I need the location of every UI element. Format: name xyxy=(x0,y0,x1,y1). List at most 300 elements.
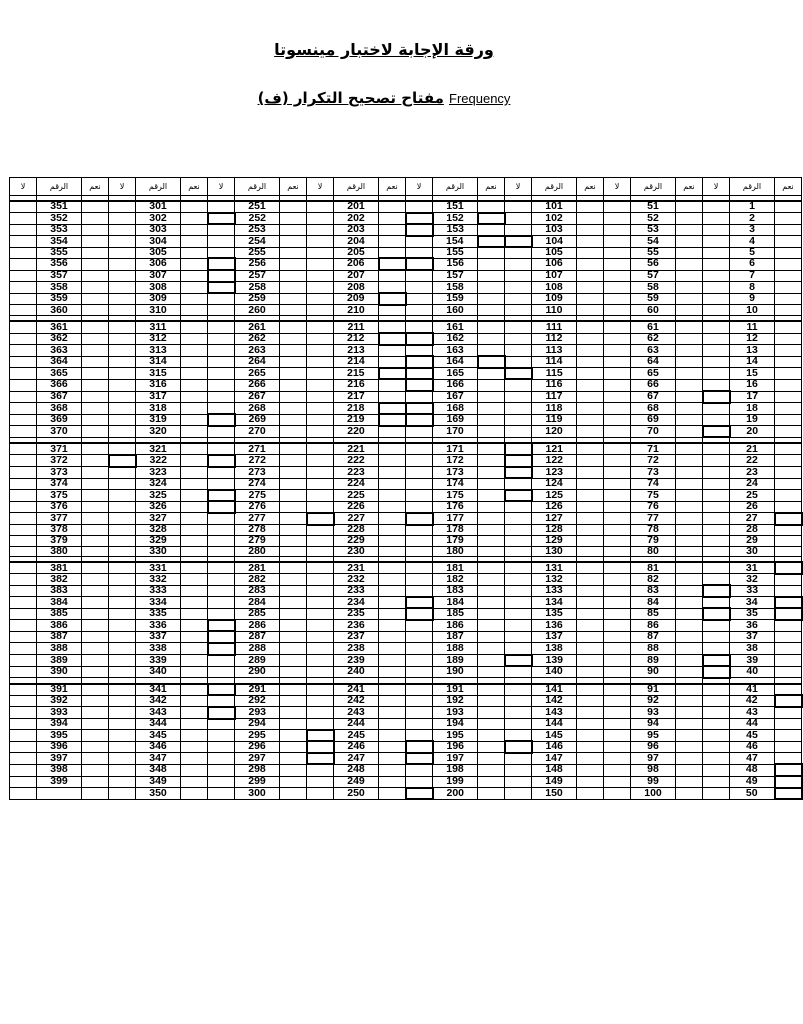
no-cell[interactable] xyxy=(109,536,136,547)
no-cell[interactable] xyxy=(703,282,730,294)
no-cell[interactable] xyxy=(307,546,334,557)
no-cell[interactable] xyxy=(208,574,235,585)
yes-cell[interactable] xyxy=(280,403,307,415)
yes-cell[interactable] xyxy=(676,368,703,380)
yes-cell[interactable] xyxy=(577,455,604,467)
yes-cell[interactable] xyxy=(181,501,208,513)
yes-cell[interactable] xyxy=(280,345,307,357)
yes-cell[interactable] xyxy=(676,562,703,574)
yes-cell[interactable] xyxy=(775,305,802,316)
no-cell[interactable] xyxy=(307,356,334,368)
yes-cell[interactable] xyxy=(82,684,109,696)
yes-cell[interactable] xyxy=(82,788,109,800)
no-cell[interactable] xyxy=(406,684,433,696)
yes-cell[interactable] xyxy=(82,764,109,776)
yes-cell[interactable] xyxy=(676,655,703,667)
no-cell[interactable] xyxy=(10,536,37,547)
yes-cell[interactable] xyxy=(280,620,307,632)
no-cell[interactable] xyxy=(208,525,235,536)
no-cell[interactable] xyxy=(406,403,433,415)
no-cell[interactable] xyxy=(307,379,334,391)
no-cell[interactable] xyxy=(406,597,433,609)
no-cell[interactable] xyxy=(208,655,235,667)
yes-cell[interactable] xyxy=(82,574,109,585)
no-cell[interactable] xyxy=(604,608,631,620)
no-cell[interactable] xyxy=(604,525,631,536)
yes-cell[interactable] xyxy=(181,403,208,415)
yes-cell[interactable] xyxy=(577,478,604,490)
no-cell[interactable] xyxy=(208,455,235,467)
no-cell[interactable] xyxy=(307,224,334,236)
no-cell[interactable] xyxy=(703,455,730,467)
no-cell[interactable] xyxy=(109,741,136,753)
no-cell[interactable] xyxy=(505,684,532,696)
yes-cell[interactable] xyxy=(379,574,406,585)
yes-cell[interactable] xyxy=(181,345,208,357)
yes-cell[interactable] xyxy=(478,391,505,403)
yes-cell[interactable] xyxy=(379,321,406,333)
no-cell[interactable] xyxy=(208,345,235,357)
yes-cell[interactable] xyxy=(676,546,703,557)
yes-cell[interactable] xyxy=(577,391,604,403)
no-cell[interactable] xyxy=(10,695,37,707)
yes-cell[interactable] xyxy=(280,201,307,213)
no-cell[interactable] xyxy=(10,478,37,490)
no-cell[interactable] xyxy=(505,247,532,258)
no-cell[interactable] xyxy=(208,467,235,479)
no-cell[interactable] xyxy=(208,597,235,609)
no-cell[interactable] xyxy=(10,776,37,788)
yes-cell[interactable] xyxy=(181,201,208,213)
no-cell[interactable] xyxy=(505,608,532,620)
no-cell[interactable] xyxy=(703,379,730,391)
yes-cell[interactable] xyxy=(478,236,505,248)
yes-cell[interactable] xyxy=(280,585,307,597)
yes-cell[interactable] xyxy=(478,403,505,415)
yes-cell[interactable] xyxy=(478,631,505,643)
yes-cell[interactable] xyxy=(379,293,406,305)
no-cell[interactable] xyxy=(406,608,433,620)
yes-cell[interactable] xyxy=(379,414,406,426)
yes-cell[interactable] xyxy=(676,379,703,391)
no-cell[interactable] xyxy=(703,753,730,765)
yes-cell[interactable] xyxy=(181,443,208,455)
yes-cell[interactable] xyxy=(379,730,406,742)
no-cell[interactable] xyxy=(406,536,433,547)
yes-cell[interactable] xyxy=(577,379,604,391)
yes-cell[interactable] xyxy=(181,379,208,391)
no-cell[interactable] xyxy=(10,333,37,345)
no-cell[interactable] xyxy=(307,620,334,632)
yes-cell[interactable] xyxy=(577,776,604,788)
yes-cell[interactable] xyxy=(82,379,109,391)
no-cell[interactable] xyxy=(505,707,532,719)
yes-cell[interactable] xyxy=(676,776,703,788)
yes-cell[interactable] xyxy=(775,730,802,742)
no-cell[interactable] xyxy=(604,513,631,525)
yes-cell[interactable] xyxy=(775,684,802,696)
no-cell[interactable] xyxy=(307,478,334,490)
no-cell[interactable] xyxy=(406,490,433,502)
yes-cell[interactable] xyxy=(379,513,406,525)
no-cell[interactable] xyxy=(307,333,334,345)
yes-cell[interactable] xyxy=(280,368,307,380)
no-cell[interactable] xyxy=(109,368,136,380)
yes-cell[interactable] xyxy=(775,293,802,305)
yes-cell[interactable] xyxy=(775,490,802,502)
no-cell[interactable] xyxy=(604,741,631,753)
yes-cell[interactable] xyxy=(82,776,109,788)
no-cell[interactable] xyxy=(307,501,334,513)
yes-cell[interactable] xyxy=(676,513,703,525)
no-cell[interactable] xyxy=(703,345,730,357)
yes-cell[interactable] xyxy=(676,443,703,455)
no-cell[interactable] xyxy=(109,321,136,333)
yes-cell[interactable] xyxy=(82,258,109,270)
no-cell[interactable] xyxy=(10,224,37,236)
yes-cell[interactable] xyxy=(478,597,505,609)
no-cell[interactable] xyxy=(307,776,334,788)
yes-cell[interactable] xyxy=(478,585,505,597)
no-cell[interactable] xyxy=(604,414,631,426)
yes-cell[interactable] xyxy=(775,282,802,294)
yes-cell[interactable] xyxy=(478,201,505,213)
no-cell[interactable] xyxy=(208,513,235,525)
no-cell[interactable] xyxy=(604,305,631,316)
no-cell[interactable] xyxy=(307,695,334,707)
yes-cell[interactable] xyxy=(577,753,604,765)
yes-cell[interactable] xyxy=(82,247,109,258)
no-cell[interactable] xyxy=(10,236,37,248)
yes-cell[interactable] xyxy=(82,536,109,547)
yes-cell[interactable] xyxy=(379,788,406,800)
yes-cell[interactable] xyxy=(775,201,802,213)
yes-cell[interactable] xyxy=(379,236,406,248)
no-cell[interactable] xyxy=(505,643,532,655)
yes-cell[interactable] xyxy=(676,695,703,707)
yes-cell[interactable] xyxy=(676,247,703,258)
yes-cell[interactable] xyxy=(379,695,406,707)
yes-cell[interactable] xyxy=(676,305,703,316)
no-cell[interactable] xyxy=(406,764,433,776)
no-cell[interactable] xyxy=(307,305,334,316)
no-cell[interactable] xyxy=(109,525,136,536)
no-cell[interactable] xyxy=(406,224,433,236)
yes-cell[interactable] xyxy=(577,414,604,426)
yes-cell[interactable] xyxy=(577,536,604,547)
yes-cell[interactable] xyxy=(577,608,604,620)
no-cell[interactable] xyxy=(307,247,334,258)
no-cell[interactable] xyxy=(307,426,334,438)
no-cell[interactable] xyxy=(505,305,532,316)
no-cell[interactable] xyxy=(10,270,37,282)
yes-cell[interactable] xyxy=(181,741,208,753)
no-cell[interactable] xyxy=(208,414,235,426)
yes-cell[interactable] xyxy=(82,333,109,345)
yes-cell[interactable] xyxy=(280,536,307,547)
yes-cell[interactable] xyxy=(181,513,208,525)
no-cell[interactable] xyxy=(604,368,631,380)
no-cell[interactable] xyxy=(406,643,433,655)
yes-cell[interactable] xyxy=(775,574,802,585)
yes-cell[interactable] xyxy=(676,293,703,305)
no-cell[interactable] xyxy=(505,455,532,467)
yes-cell[interactable] xyxy=(478,414,505,426)
yes-cell[interactable] xyxy=(577,597,604,609)
no-cell[interactable] xyxy=(208,270,235,282)
yes-cell[interactable] xyxy=(676,224,703,236)
no-cell[interactable] xyxy=(10,321,37,333)
yes-cell[interactable] xyxy=(280,597,307,609)
no-cell[interactable] xyxy=(703,224,730,236)
yes-cell[interactable] xyxy=(676,490,703,502)
yes-cell[interactable] xyxy=(577,305,604,316)
yes-cell[interactable] xyxy=(478,764,505,776)
no-cell[interactable] xyxy=(505,379,532,391)
yes-cell[interactable] xyxy=(379,201,406,213)
no-cell[interactable] xyxy=(604,293,631,305)
no-cell[interactable] xyxy=(307,201,334,213)
yes-cell[interactable] xyxy=(478,345,505,357)
yes-cell[interactable] xyxy=(82,282,109,294)
no-cell[interactable] xyxy=(208,247,235,258)
no-cell[interactable] xyxy=(109,753,136,765)
yes-cell[interactable] xyxy=(577,631,604,643)
yes-cell[interactable] xyxy=(775,585,802,597)
no-cell[interactable] xyxy=(604,643,631,655)
no-cell[interactable] xyxy=(208,391,235,403)
yes-cell[interactable] xyxy=(82,213,109,225)
no-cell[interactable] xyxy=(10,391,37,403)
no-cell[interactable] xyxy=(109,379,136,391)
no-cell[interactable] xyxy=(505,403,532,415)
no-cell[interactable] xyxy=(10,305,37,316)
yes-cell[interactable] xyxy=(82,597,109,609)
no-cell[interactable] xyxy=(307,490,334,502)
no-cell[interactable] xyxy=(109,247,136,258)
yes-cell[interactable] xyxy=(280,213,307,225)
yes-cell[interactable] xyxy=(577,293,604,305)
no-cell[interactable] xyxy=(604,753,631,765)
yes-cell[interactable] xyxy=(379,282,406,294)
no-cell[interactable] xyxy=(703,247,730,258)
no-cell[interactable] xyxy=(406,574,433,585)
yes-cell[interactable] xyxy=(775,391,802,403)
yes-cell[interactable] xyxy=(280,741,307,753)
no-cell[interactable] xyxy=(109,764,136,776)
yes-cell[interactable] xyxy=(478,655,505,667)
no-cell[interactable] xyxy=(109,478,136,490)
no-cell[interactable] xyxy=(109,620,136,632)
no-cell[interactable] xyxy=(307,643,334,655)
no-cell[interactable] xyxy=(307,213,334,225)
no-cell[interactable] xyxy=(703,620,730,632)
no-cell[interactable] xyxy=(307,562,334,574)
yes-cell[interactable] xyxy=(478,574,505,585)
no-cell[interactable] xyxy=(208,684,235,696)
yes-cell[interactable] xyxy=(82,562,109,574)
yes-cell[interactable] xyxy=(775,620,802,632)
yes-cell[interactable] xyxy=(181,631,208,643)
yes-cell[interactable] xyxy=(478,426,505,438)
yes-cell[interactable] xyxy=(478,501,505,513)
no-cell[interactable] xyxy=(703,478,730,490)
yes-cell[interactable] xyxy=(775,379,802,391)
no-cell[interactable] xyxy=(406,305,433,316)
no-cell[interactable] xyxy=(505,695,532,707)
yes-cell[interactable] xyxy=(379,741,406,753)
no-cell[interactable] xyxy=(406,776,433,788)
yes-cell[interactable] xyxy=(478,525,505,536)
no-cell[interactable] xyxy=(208,730,235,742)
no-cell[interactable] xyxy=(505,631,532,643)
yes-cell[interactable] xyxy=(577,574,604,585)
no-cell[interactable] xyxy=(505,490,532,502)
no-cell[interactable] xyxy=(10,414,37,426)
no-cell[interactable] xyxy=(10,655,37,667)
no-cell[interactable] xyxy=(604,270,631,282)
yes-cell[interactable] xyxy=(577,247,604,258)
no-cell[interactable] xyxy=(109,585,136,597)
no-cell[interactable] xyxy=(604,282,631,294)
no-cell[interactable] xyxy=(307,574,334,585)
yes-cell[interactable] xyxy=(577,730,604,742)
no-cell[interactable] xyxy=(406,333,433,345)
no-cell[interactable] xyxy=(10,213,37,225)
yes-cell[interactable] xyxy=(82,224,109,236)
yes-cell[interactable] xyxy=(280,574,307,585)
no-cell[interactable] xyxy=(10,753,37,765)
yes-cell[interactable] xyxy=(478,684,505,696)
no-cell[interactable] xyxy=(604,597,631,609)
yes-cell[interactable] xyxy=(577,270,604,282)
no-cell[interactable] xyxy=(703,684,730,696)
yes-cell[interactable] xyxy=(478,282,505,294)
no-cell[interactable] xyxy=(307,368,334,380)
yes-cell[interactable] xyxy=(379,305,406,316)
yes-cell[interactable] xyxy=(676,403,703,415)
no-cell[interactable] xyxy=(406,695,433,707)
yes-cell[interactable] xyxy=(82,666,109,678)
yes-cell[interactable] xyxy=(379,620,406,632)
yes-cell[interactable] xyxy=(775,753,802,765)
no-cell[interactable] xyxy=(109,684,136,696)
yes-cell[interactable] xyxy=(82,236,109,248)
no-cell[interactable] xyxy=(10,546,37,557)
no-cell[interactable] xyxy=(109,213,136,225)
yes-cell[interactable] xyxy=(82,753,109,765)
no-cell[interactable] xyxy=(307,585,334,597)
yes-cell[interactable] xyxy=(181,753,208,765)
no-cell[interactable] xyxy=(307,282,334,294)
yes-cell[interactable] xyxy=(280,455,307,467)
no-cell[interactable] xyxy=(406,741,433,753)
no-cell[interactable] xyxy=(505,368,532,380)
no-cell[interactable] xyxy=(109,282,136,294)
yes-cell[interactable] xyxy=(280,305,307,316)
yes-cell[interactable] xyxy=(775,695,802,707)
no-cell[interactable] xyxy=(10,501,37,513)
yes-cell[interactable] xyxy=(775,608,802,620)
yes-cell[interactable] xyxy=(577,695,604,707)
no-cell[interactable] xyxy=(604,719,631,730)
no-cell[interactable] xyxy=(307,455,334,467)
no-cell[interactable] xyxy=(307,730,334,742)
yes-cell[interactable] xyxy=(379,546,406,557)
yes-cell[interactable] xyxy=(676,719,703,730)
yes-cell[interactable] xyxy=(280,764,307,776)
yes-cell[interactable] xyxy=(181,643,208,655)
yes-cell[interactable] xyxy=(478,776,505,788)
yes-cell[interactable] xyxy=(181,426,208,438)
yes-cell[interactable] xyxy=(379,391,406,403)
yes-cell[interactable] xyxy=(181,467,208,479)
yes-cell[interactable] xyxy=(676,282,703,294)
no-cell[interactable] xyxy=(505,333,532,345)
yes-cell[interactable] xyxy=(280,236,307,248)
yes-cell[interactable] xyxy=(775,501,802,513)
yes-cell[interactable] xyxy=(181,258,208,270)
no-cell[interactable] xyxy=(208,305,235,316)
yes-cell[interactable] xyxy=(775,631,802,643)
yes-cell[interactable] xyxy=(181,247,208,258)
yes-cell[interactable] xyxy=(379,345,406,357)
no-cell[interactable] xyxy=(406,236,433,248)
yes-cell[interactable] xyxy=(478,321,505,333)
no-cell[interactable] xyxy=(505,224,532,236)
yes-cell[interactable] xyxy=(379,224,406,236)
yes-cell[interactable] xyxy=(379,643,406,655)
yes-cell[interactable] xyxy=(181,684,208,696)
no-cell[interactable] xyxy=(10,403,37,415)
no-cell[interactable] xyxy=(109,236,136,248)
yes-cell[interactable] xyxy=(82,478,109,490)
yes-cell[interactable] xyxy=(181,788,208,800)
no-cell[interactable] xyxy=(604,455,631,467)
no-cell[interactable] xyxy=(406,788,433,800)
yes-cell[interactable] xyxy=(379,764,406,776)
yes-cell[interactable] xyxy=(280,562,307,574)
no-cell[interactable] xyxy=(604,443,631,455)
yes-cell[interactable] xyxy=(775,213,802,225)
yes-cell[interactable] xyxy=(280,501,307,513)
yes-cell[interactable] xyxy=(181,490,208,502)
yes-cell[interactable] xyxy=(775,764,802,776)
no-cell[interactable] xyxy=(604,788,631,800)
no-cell[interactable] xyxy=(505,293,532,305)
yes-cell[interactable] xyxy=(280,525,307,536)
yes-cell[interactable] xyxy=(775,562,802,574)
no-cell[interactable] xyxy=(307,536,334,547)
no-cell[interactable] xyxy=(505,201,532,213)
yes-cell[interactable] xyxy=(775,258,802,270)
no-cell[interactable] xyxy=(604,695,631,707)
no-cell[interactable] xyxy=(10,282,37,294)
no-cell[interactable] xyxy=(505,467,532,479)
yes-cell[interactable] xyxy=(577,282,604,294)
yes-cell[interactable] xyxy=(82,525,109,536)
yes-cell[interactable] xyxy=(577,513,604,525)
yes-cell[interactable] xyxy=(775,513,802,525)
no-cell[interactable] xyxy=(10,247,37,258)
no-cell[interactable] xyxy=(703,597,730,609)
yes-cell[interactable] xyxy=(775,478,802,490)
no-cell[interactable] xyxy=(307,707,334,719)
no-cell[interactable] xyxy=(10,707,37,719)
no-cell[interactable] xyxy=(10,455,37,467)
no-cell[interactable] xyxy=(406,293,433,305)
no-cell[interactable] xyxy=(10,643,37,655)
